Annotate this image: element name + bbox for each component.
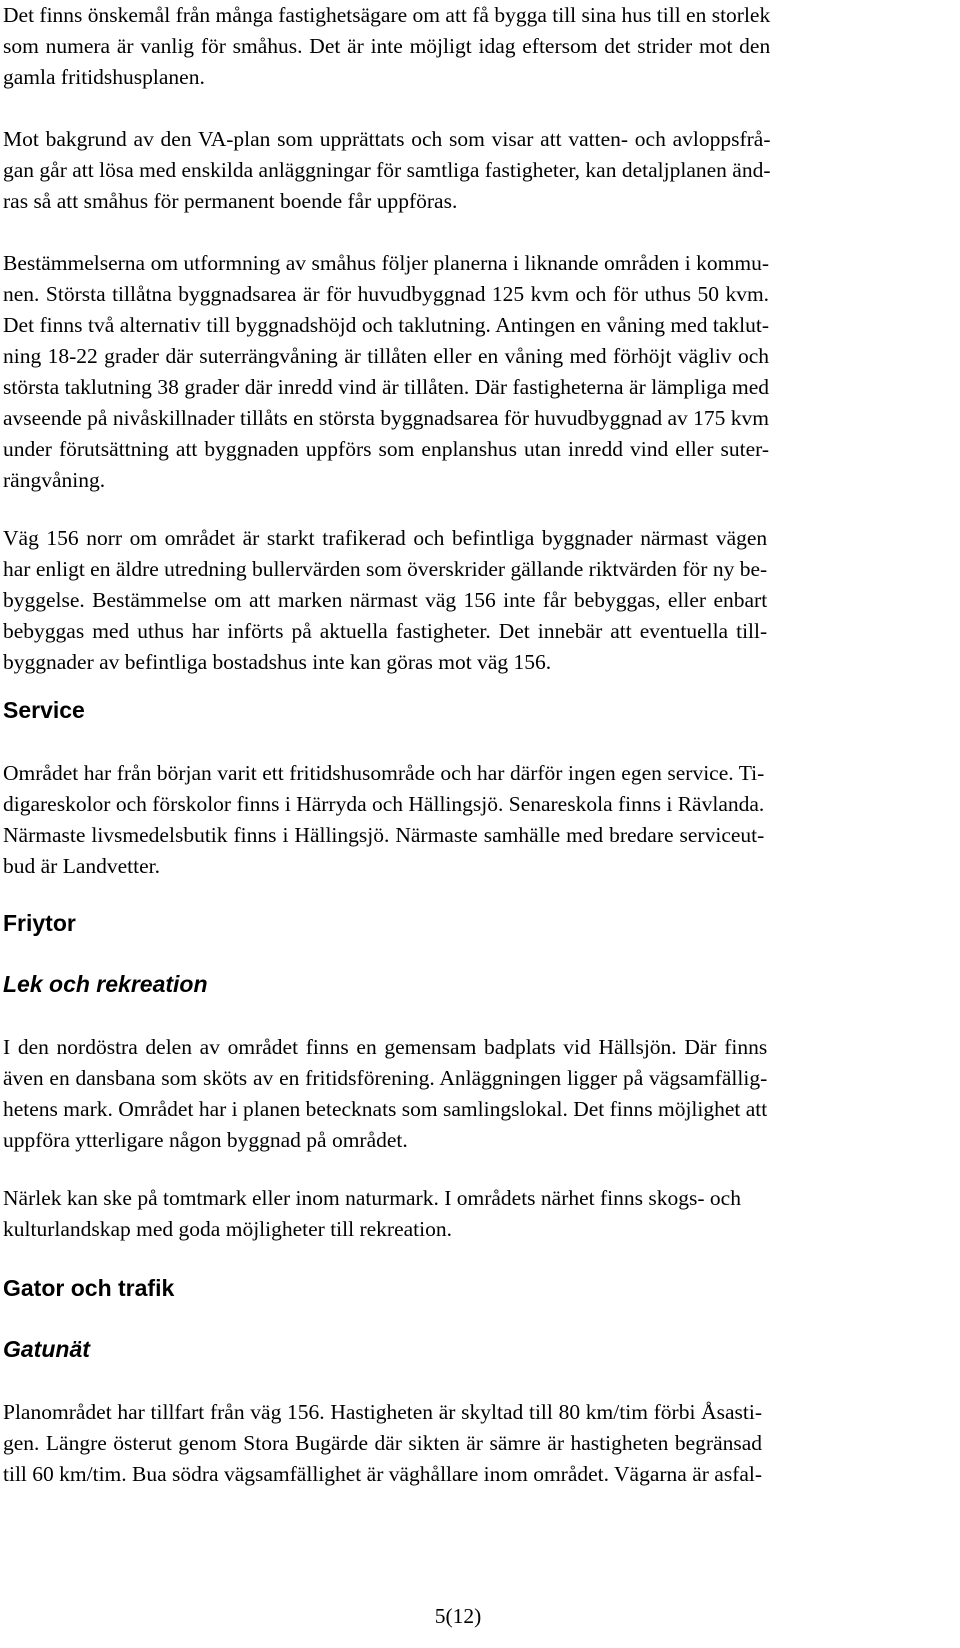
subheading-gatunat: Gatunät [3,1336,90,1362]
text-line: största taklutning 38 grader där inredd vind är tillåten. Där fastigheterna är lämpliga med [3,375,770,399]
paragraph-fritidshusplan [3,0,770,93]
heading-friytor: Friytor [3,910,76,936]
text-line: under förutsättning att byggnaden uppförs som enplanshus utan inredd vind eller suter- [3,437,770,461]
text-line: Det finns två alternativ till byggnadshöjd och taklutning. Antingen en våning med taklut- [3,313,770,337]
paragraph-planomradet-tillfart [3,1397,762,1490]
paragraph-bestammelser [3,248,769,496]
paragraph-badplats [3,1032,767,1156]
text-line: byggnader av befintliga bostadshus inte kan göras mot väg 156. [3,650,552,674]
text-line: nen. Största tillåtna byggnadsarea är för huvudbyggnad 125 kvm och för uthus 50 kvm. [3,282,770,306]
paragraph-vag-156 [3,523,767,678]
text-line: som numera är vanlig för småhus. Det är inte möjligt idag eftersom det strider mot den [3,34,771,58]
text-line: Planområdet har tillfart från väg 156. Hastigheten är skyltad till 80 km/tim förbi Åsasti- [3,1400,763,1424]
paragraph-va-plan [3,124,771,217]
text-line: ras så att småhus för permanent boende får uppföras. [3,189,458,213]
text-line: Närlek kan ske på tomtmark eller inom naturmark. I områdets närhet finns skogs- och [3,1186,741,1210]
text-line: har enligt en äldre utredning bullervärden som överskrider gällande riktvärden för ny be- [3,557,768,581]
text-line: kulturlandskap med goda möjligheter till rekreation. [3,1217,452,1241]
text-line: bebyggas med uthus har införts på aktuella fastigheter. Det innebär att eventuella till- [3,619,768,643]
page-number: 5(12) [434,1604,482,1628]
text-line: till 60 km/tim. Bua södra vägsamfällighet är väghållare inom området. Vägarna är asfal- [3,1462,763,1486]
text-line: gamla fritidshusplanen. [3,65,205,89]
text-line: rängvåning. [3,468,106,492]
subheading-lek-och-rekreation: Lek och rekreation [3,971,208,997]
text-line: Närmaste livsmedelsbutik finns i Hällingsjö. Närmaste samhälle med bredare serviceut- [3,823,765,847]
text-line: Det finns önskemål från många fastighetsägare om att få bygga till sina hus till en storlek [3,3,771,27]
text-line: avseende på nivåskillnader tillåts en största byggnadsarea för huvudbyggnad av 175 kvm [3,406,770,430]
text-line: Området har från början varit ett fritidshusområde och har därför ingen egen service. Ti- [3,761,765,785]
text-line: även en dansbana som sköts av en fritidsförening. Anläggningen ligger på vägsamfällig- [3,1066,768,1090]
text-line: digareskolor och förskolor finns i Härryda och Hällingsjö. Senareskola finns i Rävlanda. [3,792,765,816]
paragraph-narlek [3,1183,741,1245]
text-line: Bestämmelserna om utformning av småhus följer planerna i liknande områden i kommu- [3,251,770,275]
heading-gator-och-trafik: Gator och trafik [3,1275,175,1301]
text-line: Mot bakgrund av den VA-plan som upprättats och som visar att vatten- och avloppsfrå- [3,127,771,151]
text-line: gen. Längre österut genom Stora Bugärde där sikten är sämre är hastigheten begränsad [3,1431,763,1455]
text-line: gan går att lösa med enskilda anläggningar för samtliga fastigheter, kan detaljplanen änd- [3,158,771,182]
paragraph-service [3,758,764,882]
heading-service: Service [3,697,85,723]
text-line: byggelse. Bestämmelse om att marken närmast väg 156 inte får bebyggas, eller enbart [3,588,768,612]
text-line: ning 18-22 grader där suterrängvåning är tillåten eller en våning med förhöjt vägliv och [3,344,770,368]
text-line: hetens mark. Området har i planen betecknats som samlingslokal. Det finns möjlighet att [3,1097,768,1121]
text-line: Väg 156 norr om området är starkt trafikerad och befintliga byggnader närmast vägen [3,526,768,550]
text-line: I den nordöstra delen av området finns en gemensam badplats vid Hällsjön. Där finns [3,1035,768,1059]
text-line: uppföra ytterligare någon byggnad på området. [3,1128,408,1152]
text-line: bud är Landvetter. [3,854,161,878]
